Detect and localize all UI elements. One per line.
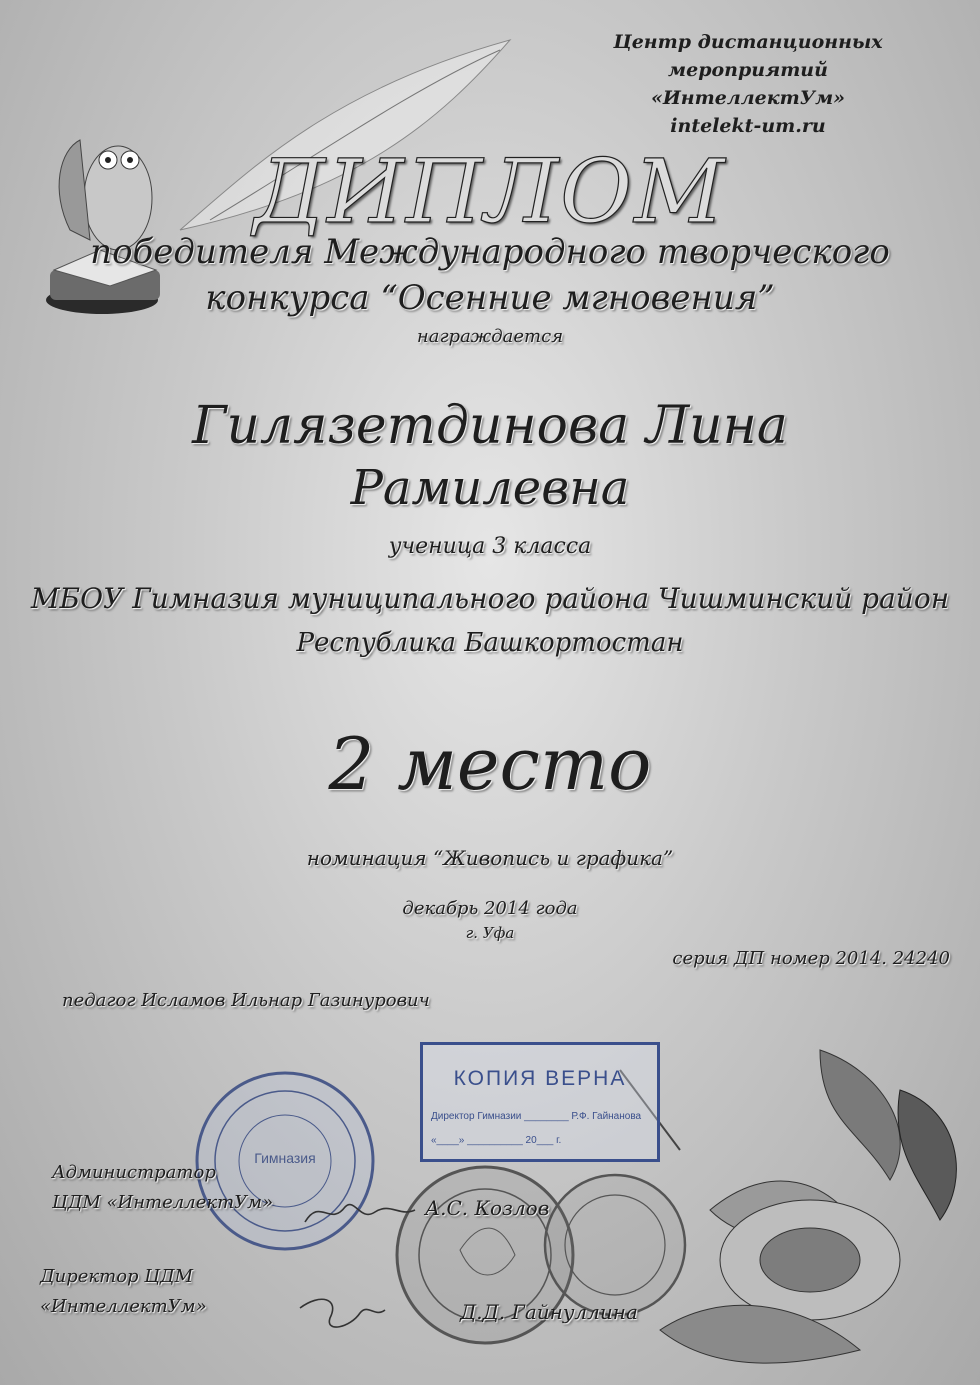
diploma-title: ДИПЛОМ xyxy=(253,140,727,243)
admin-role xyxy=(52,1158,273,1218)
director-role xyxy=(40,1262,207,1322)
admin-signature-icon xyxy=(300,1192,420,1232)
admin-name: А.С. Козлов xyxy=(425,1196,550,1220)
award-city: г. Уфа xyxy=(465,924,515,942)
entrepreneur-seal-icon xyxy=(540,1170,690,1320)
copy-verified-stamp xyxy=(420,1042,660,1162)
awarded-label: награждается xyxy=(416,326,564,347)
director-role-line1: Директор ЦДМ xyxy=(40,1266,194,1287)
nomination: номинация “Живопись и графика” xyxy=(306,846,674,870)
copy-stamp-director-line: Директор Гимназии ________ Р.Ф. Гайнанова xyxy=(431,1111,642,1122)
organizer-brand: «ИнтеллектУм» xyxy=(650,87,846,109)
admin-role-line2: ЦДМ «ИнтеллектУм» xyxy=(52,1192,274,1213)
copy-stamp-title: КОПИЯ ВЕРНА xyxy=(453,1067,627,1090)
director-name: Д.Д. Гайнуллина xyxy=(460,1300,638,1324)
admin-role-line1: Администратор xyxy=(52,1162,216,1183)
organizer-block xyxy=(538,28,958,140)
director-role-line2: «ИнтеллектУм» xyxy=(40,1296,207,1317)
school-line2: Республика Башкортостан xyxy=(296,628,684,658)
copy-stamp-date-line: «____» __________ 20___ г. xyxy=(431,1135,562,1146)
recipient-name-line1: Гилязетдинова Лина xyxy=(192,396,788,456)
organizer-name: Центр дистанционных мероприятий xyxy=(613,31,883,81)
award-date: декабрь 2014 года xyxy=(402,898,578,919)
teacher-name: педагог Исламов Ильнар Газинурович xyxy=(62,990,430,1011)
director-signature-icon xyxy=(290,1288,390,1338)
serial-number: серия ДП номер 2014. 24240 xyxy=(672,948,950,969)
place-result: 2 место xyxy=(328,722,652,806)
organizer-website: intelekt-um.ru xyxy=(670,115,826,137)
recipient-grade: ученица 3 класса xyxy=(388,534,592,559)
diploma-subtitle-line1: победителя Международного творческого xyxy=(90,232,890,272)
diploma-subtitle-line2: конкурса “Осенние мгновения” xyxy=(205,278,775,318)
round-stamp-label: Гимназия xyxy=(254,1150,316,1166)
school-line1: МБОУ Гимназия муниципального района Чишминский район xyxy=(30,582,950,615)
recipient-name-line2: Рамилевна xyxy=(350,460,630,516)
